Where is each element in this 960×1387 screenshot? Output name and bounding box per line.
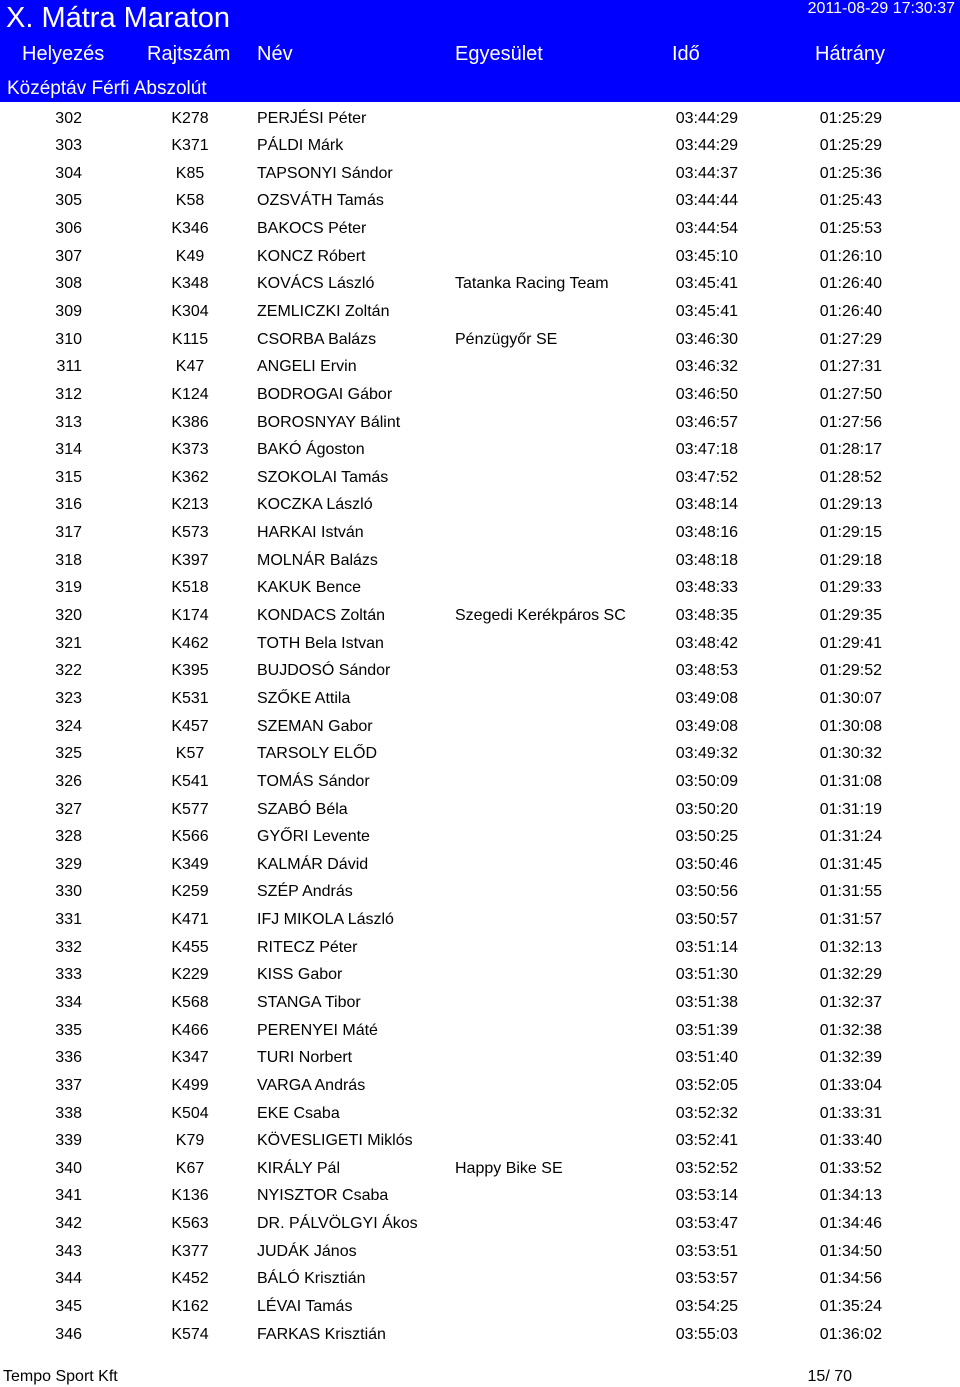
result-gap: 01:27:29 [819, 330, 882, 348]
result-position: 314 [55, 441, 82, 459]
result-name: MOLNÁR Balázs [257, 551, 378, 569]
timestamp: 2011-08-29 17:30:37 [807, 0, 955, 17]
result-bib: K471 [171, 911, 209, 929]
result-name: SZŐKE Attila [257, 689, 351, 707]
result-time: 03:50:46 [675, 855, 738, 873]
result-bib: K563 [171, 1215, 209, 1233]
table-row [0, 657, 960, 685]
result-time: 03:44:37 [675, 164, 738, 182]
result-position: 317 [55, 524, 82, 542]
result-bib: K79 [175, 1132, 205, 1150]
table-row [0, 713, 960, 741]
result-name: FARKAS Krisztián [257, 1325, 386, 1343]
result-gap: 01:27:56 [819, 413, 882, 431]
table-row [0, 1155, 960, 1183]
result-time: 03:54:25 [675, 1298, 738, 1316]
result-time: 03:53:57 [675, 1270, 738, 1288]
result-time: 03:51:14 [675, 938, 738, 956]
result-gap: 01:25:29 [819, 109, 882, 127]
result-position: 327 [55, 800, 82, 818]
result-time: 03:51:40 [675, 1049, 738, 1067]
result-bib: K455 [171, 938, 209, 956]
table-row [0, 574, 960, 602]
result-time: 03:47:52 [675, 468, 738, 486]
result-name: BODROGAI Gábor [257, 385, 393, 403]
column-header-position: Helyezés [22, 43, 105, 65]
table-row [0, 326, 960, 354]
result-time: 03:46:30 [675, 330, 738, 348]
result-time: 03:44:29 [675, 137, 738, 155]
result-time: 03:48:33 [675, 579, 738, 597]
result-bib: K504 [171, 1104, 209, 1122]
result-name: RITECZ Péter [257, 938, 358, 956]
table-row [0, 961, 960, 989]
result-time: 03:51:30 [675, 966, 738, 984]
category-title: Középtáv Férfi Abszolút [7, 78, 207, 99]
table-row [0, 1210, 960, 1238]
result-name: KONCZ Róbert [257, 247, 366, 265]
result-bib: K452 [171, 1270, 209, 1288]
result-position: 336 [55, 1049, 82, 1067]
result-gap: 01:31:45 [819, 855, 882, 873]
result-position: 315 [55, 468, 82, 486]
result-name: GYŐRI Levente [257, 828, 370, 846]
table-row [0, 1265, 960, 1293]
table-row [0, 740, 960, 768]
result-position: 334 [55, 994, 82, 1011]
result-gap: 01:32:13 [819, 938, 882, 956]
result-bib: K395 [171, 662, 209, 680]
result-gap: 01:35:24 [819, 1298, 882, 1316]
result-name: TOTH Bela Istvan [257, 634, 384, 652]
table-row [0, 436, 960, 464]
result-gap: 01:25:53 [819, 220, 882, 238]
result-time: 03:50:57 [675, 911, 738, 929]
table-row [0, 906, 960, 934]
result-name: KAKUK Bence [257, 579, 362, 597]
result-bib: K229 [171, 966, 209, 984]
result-gap: 01:34:56 [819, 1270, 882, 1288]
result-bib: K348 [171, 275, 209, 293]
result-position: 343 [55, 1242, 82, 1260]
result-position: 323 [55, 689, 82, 707]
table-row [0, 160, 960, 188]
result-position: 339 [55, 1132, 82, 1150]
table-row [0, 823, 960, 851]
result-bib: K397 [171, 551, 209, 569]
result-name: KÖVESLIGETI Miklós [257, 1132, 413, 1150]
table-row [0, 105, 960, 133]
result-name: ZEMLICZKI Zoltán [257, 302, 390, 320]
result-time: 03:55:03 [675, 1325, 738, 1343]
table-row [0, 547, 960, 575]
result-gap: 01:26:40 [819, 302, 882, 320]
result-position: 321 [55, 634, 82, 652]
result-gap: 01:36:02 [819, 1325, 882, 1343]
result-position: 303 [55, 137, 82, 155]
result-position: 304 [55, 164, 82, 182]
result-time: 03:49:32 [675, 745, 738, 763]
header-bar [0, 0, 960, 102]
table-row [0, 1293, 960, 1321]
result-bib: K57 [175, 745, 205, 763]
result-name: IFJ MIKOLA László [257, 911, 394, 929]
result-position: 330 [55, 883, 82, 901]
result-bib: K162 [171, 1298, 209, 1316]
result-time: 03:46:50 [675, 385, 738, 403]
table-row [0, 878, 960, 906]
result-bib: K466 [171, 1021, 209, 1039]
table-row [0, 243, 960, 271]
result-name: CSORBA Balázs [257, 330, 377, 348]
result-name: BAKOCS Péter [257, 220, 367, 238]
table-row [0, 464, 960, 492]
result-name: SZOKOLAI Tamás [257, 468, 389, 486]
table-row [0, 1017, 960, 1045]
result-gap: 01:32:29 [819, 966, 882, 984]
result-bib: K58 [175, 192, 205, 210]
result-gap: 01:33:04 [819, 1076, 882, 1094]
result-time: 03:45:41 [675, 302, 738, 320]
result-name: LÉVAI Tamás [257, 1298, 353, 1316]
result-gap: 01:32:37 [819, 994, 882, 1011]
result-position: 308 [55, 275, 82, 293]
result-position: 309 [55, 302, 82, 320]
result-bib: K346 [171, 220, 209, 238]
result-bib: K213 [171, 496, 209, 514]
table-row [0, 1072, 960, 1100]
result-position: 337 [55, 1076, 82, 1094]
result-name: BOROSNYAY Bálint [257, 413, 401, 431]
result-position: 331 [55, 911, 82, 929]
page-title: X. Mátra Maraton [6, 2, 231, 34]
result-gap: 01:31:08 [819, 772, 882, 790]
result-gap: 01:32:39 [819, 1049, 882, 1067]
result-time: 03:48:53 [675, 662, 738, 680]
table-row [0, 602, 960, 630]
result-club: Tatanka Racing Team [455, 275, 609, 293]
table-row [0, 630, 960, 658]
result-time: 03:47:18 [675, 441, 738, 459]
table-row [0, 851, 960, 879]
result-position: 333 [55, 966, 82, 984]
result-position: 312 [55, 385, 82, 403]
result-time: 03:51:38 [675, 994, 738, 1011]
result-gap: 01:34:46 [819, 1215, 882, 1233]
result-name: PÁLDI Márk [257, 137, 344, 155]
result-name: DR. PÁLVÖLGYI Ákos [257, 1215, 418, 1233]
result-time: 03:52:41 [675, 1132, 738, 1150]
result-gap: 01:32:38 [819, 1021, 882, 1039]
result-time: 03:44:54 [675, 220, 738, 238]
result-position: 302 [55, 109, 82, 127]
result-bib: K136 [171, 1187, 209, 1205]
result-bib: K386 [171, 413, 209, 431]
result-gap: 01:34:13 [819, 1187, 882, 1205]
table-row [0, 187, 960, 215]
result-position: 342 [55, 1215, 82, 1233]
result-bib: K574 [171, 1325, 209, 1343]
result-position: 338 [55, 1104, 82, 1122]
result-name: KALMÁR Dávid [257, 855, 369, 873]
result-time: 03:45:41 [675, 275, 738, 293]
result-name: OZSVÁTH Tamás [257, 192, 384, 210]
result-name: KOVÁCS László [257, 275, 375, 293]
result-time: 03:52:32 [675, 1104, 738, 1122]
column-header-bib: Rajtszám [147, 43, 231, 65]
result-name: SZEMAN Gabor [257, 717, 373, 735]
table-row [0, 1182, 960, 1210]
result-time: 03:48:35 [675, 607, 738, 625]
result-time: 03:46:57 [675, 413, 738, 431]
result-bib: K377 [171, 1242, 209, 1260]
result-name: KOCZKA László [257, 496, 373, 514]
result-gap: 01:25:43 [819, 192, 882, 210]
result-name: BÁLÓ Krisztián [257, 1270, 366, 1288]
result-gap: 01:27:31 [819, 358, 882, 376]
result-position: 322 [55, 662, 82, 680]
result-gap: 01:31:24 [819, 828, 882, 846]
result-time: 03:49:08 [675, 717, 738, 735]
table-row [0, 519, 960, 547]
result-position: 346 [55, 1325, 82, 1343]
result-gap: 01:33:40 [819, 1132, 882, 1150]
result-bib: K362 [171, 468, 209, 486]
result-bib: K67 [175, 1159, 205, 1177]
result-gap: 01:29:35 [819, 607, 882, 625]
result-time: 03:44:29 [675, 109, 738, 127]
result-bib: K573 [171, 524, 209, 542]
result-bib: K49 [175, 247, 205, 265]
column-header-name: Név [257, 43, 293, 65]
result-position: 307 [55, 247, 82, 265]
result-bib: K85 [175, 164, 205, 182]
result-bib: K259 [171, 883, 209, 901]
result-gap: 01:31:57 [819, 911, 882, 929]
result-gap: 01:34:50 [819, 1242, 882, 1260]
result-bib: K531 [171, 689, 209, 707]
result-position: 340 [55, 1159, 82, 1177]
result-name: PERJÉSI Péter [257, 109, 367, 127]
column-header-time: Idő [672, 43, 700, 65]
result-gap: 01:29:52 [819, 662, 882, 680]
result-gap: 01:30:32 [819, 745, 882, 763]
result-name: KONDACS Zoltán [257, 607, 386, 625]
result-bib: K347 [171, 1049, 209, 1067]
result-bib: K371 [171, 137, 209, 155]
result-gap: 01:30:07 [819, 689, 882, 707]
result-bib: K462 [171, 634, 209, 652]
result-gap: 01:29:18 [819, 551, 882, 569]
result-club: Happy Bike SE [455, 1159, 563, 1177]
result-gap: 01:31:19 [819, 800, 882, 818]
result-gap: 01:33:31 [819, 1104, 882, 1122]
result-name: HARKAI István [257, 524, 364, 542]
table-row [0, 132, 960, 160]
result-time: 03:52:52 [675, 1159, 738, 1177]
result-gap: 01:28:52 [819, 468, 882, 486]
result-position: 341 [55, 1187, 82, 1205]
result-club: Szegedi Kerékpáros SC [455, 607, 626, 625]
result-gap: 01:28:17 [819, 441, 882, 459]
result-name: TARSOLY ELŐD [257, 745, 378, 763]
table-row [0, 215, 960, 243]
result-position: 345 [55, 1298, 82, 1316]
result-time: 03:53:14 [675, 1187, 738, 1205]
table-row [0, 1044, 960, 1072]
result-bib: K278 [171, 109, 209, 127]
result-position: 313 [55, 413, 82, 431]
result-bib: K568 [171, 994, 209, 1011]
result-position: 344 [55, 1270, 82, 1288]
result-gap: 01:29:41 [819, 634, 882, 652]
result-position: 316 [55, 496, 82, 514]
result-position: 328 [55, 828, 82, 846]
result-position: 311 [56, 358, 82, 376]
table-row [0, 1321, 960, 1349]
result-bib: K349 [171, 855, 209, 873]
table-row [0, 1127, 960, 1155]
table-row [0, 1238, 960, 1266]
result-position: 319 [55, 579, 82, 597]
result-time: 03:48:42 [675, 634, 738, 652]
result-name: BUJDOSÓ Sándor [257, 662, 391, 680]
result-name: NYISZTOR Csaba [257, 1187, 389, 1205]
result-gap: 01:29:13 [819, 496, 882, 514]
result-position: 325 [55, 745, 82, 763]
table-row [0, 270, 960, 298]
result-time: 03:48:18 [675, 551, 738, 569]
result-position: 310 [55, 330, 82, 348]
result-bib: K373 [171, 441, 209, 459]
result-bib: K566 [171, 828, 209, 846]
result-club: Pénzügyőr SE [455, 330, 558, 348]
result-bib: K577 [171, 800, 209, 818]
result-name: TOMÁS Sándor [257, 772, 370, 790]
result-bib: K47 [175, 358, 205, 376]
result-bib: K115 [171, 330, 209, 348]
result-position: 306 [55, 220, 82, 238]
column-header-club: Egyesület [455, 43, 543, 65]
table-row [0, 298, 960, 326]
result-time: 03:48:14 [675, 496, 738, 514]
result-time: 03:51:39 [675, 1021, 738, 1039]
result-name: PERENYEI Máté [257, 1021, 378, 1039]
result-time: 03:49:08 [675, 689, 738, 707]
result-bib: K124 [171, 385, 209, 403]
result-gap: 01:25:36 [819, 164, 882, 182]
result-gap: 01:26:40 [819, 275, 882, 293]
result-position: 335 [55, 1021, 82, 1039]
result-position: 320 [55, 607, 82, 625]
result-bib: K499 [171, 1076, 209, 1094]
footer-publisher: Tempo Sport Kft [3, 1368, 118, 1385]
result-time: 03:52:05 [675, 1076, 738, 1094]
result-gap: 01:30:08 [819, 717, 882, 735]
result-position: 324 [55, 717, 82, 735]
result-position: 332 [55, 938, 82, 956]
table-row [0, 353, 960, 381]
result-time: 03:50:56 [675, 883, 738, 901]
result-name: TAPSONYI Sándor [257, 164, 393, 182]
result-name: BAKÓ Ágoston [257, 441, 365, 459]
result-gap: 01:27:50 [819, 385, 882, 403]
result-gap: 01:29:33 [819, 579, 882, 597]
table-row [0, 1100, 960, 1128]
result-name: TURI Norbert [257, 1049, 353, 1067]
result-name: STANGA Tibor [257, 994, 361, 1011]
result-time: 03:48:16 [675, 524, 738, 542]
result-time: 03:46:32 [675, 358, 738, 376]
result-position: 329 [55, 855, 82, 873]
table-row [0, 934, 960, 962]
result-gap: 01:33:52 [819, 1159, 882, 1177]
result-bib: K304 [171, 302, 209, 320]
result-name: ANGELI Ervin [257, 358, 357, 376]
result-bib: K518 [171, 579, 209, 597]
result-position: 305 [55, 192, 82, 210]
result-name: JUDÁK János [257, 1242, 357, 1260]
result-time: 03:44:44 [675, 192, 738, 210]
table-row [0, 381, 960, 409]
result-gap: 01:29:15 [819, 524, 882, 542]
result-time: 03:45:10 [675, 247, 738, 265]
result-time: 03:50:20 [675, 800, 738, 818]
table-row [0, 491, 960, 519]
result-name: KISS Gabor [257, 966, 343, 984]
table-row [0, 989, 960, 1017]
result-time: 03:50:25 [675, 828, 738, 846]
table-row [0, 768, 960, 796]
table-row [0, 796, 960, 824]
result-name: SZÉP András [257, 883, 353, 901]
result-name: KIRÁLY Pál [257, 1159, 341, 1177]
table-row [0, 409, 960, 437]
results-table [0, 105, 960, 1349]
result-bib: K457 [171, 717, 209, 735]
result-position: 326 [55, 772, 82, 790]
result-gap: 01:31:55 [819, 883, 882, 901]
result-time: 03:50:09 [675, 772, 738, 790]
result-gap: 01:26:10 [819, 247, 882, 265]
column-header-gap: Hátrány [815, 43, 886, 65]
result-bib: K541 [171, 772, 209, 790]
table-row [0, 685, 960, 713]
result-name: SZABÓ Béla [257, 800, 348, 818]
result-time: 03:53:47 [675, 1215, 738, 1233]
page-number: 15/ 70 [807, 1368, 852, 1385]
result-name: VARGA András [257, 1076, 366, 1094]
result-name: EKE Csaba [257, 1104, 340, 1122]
result-gap: 01:25:29 [819, 137, 882, 155]
result-position: 318 [55, 551, 82, 569]
result-time: 03:53:51 [675, 1242, 738, 1260]
result-bib: K174 [171, 607, 209, 625]
